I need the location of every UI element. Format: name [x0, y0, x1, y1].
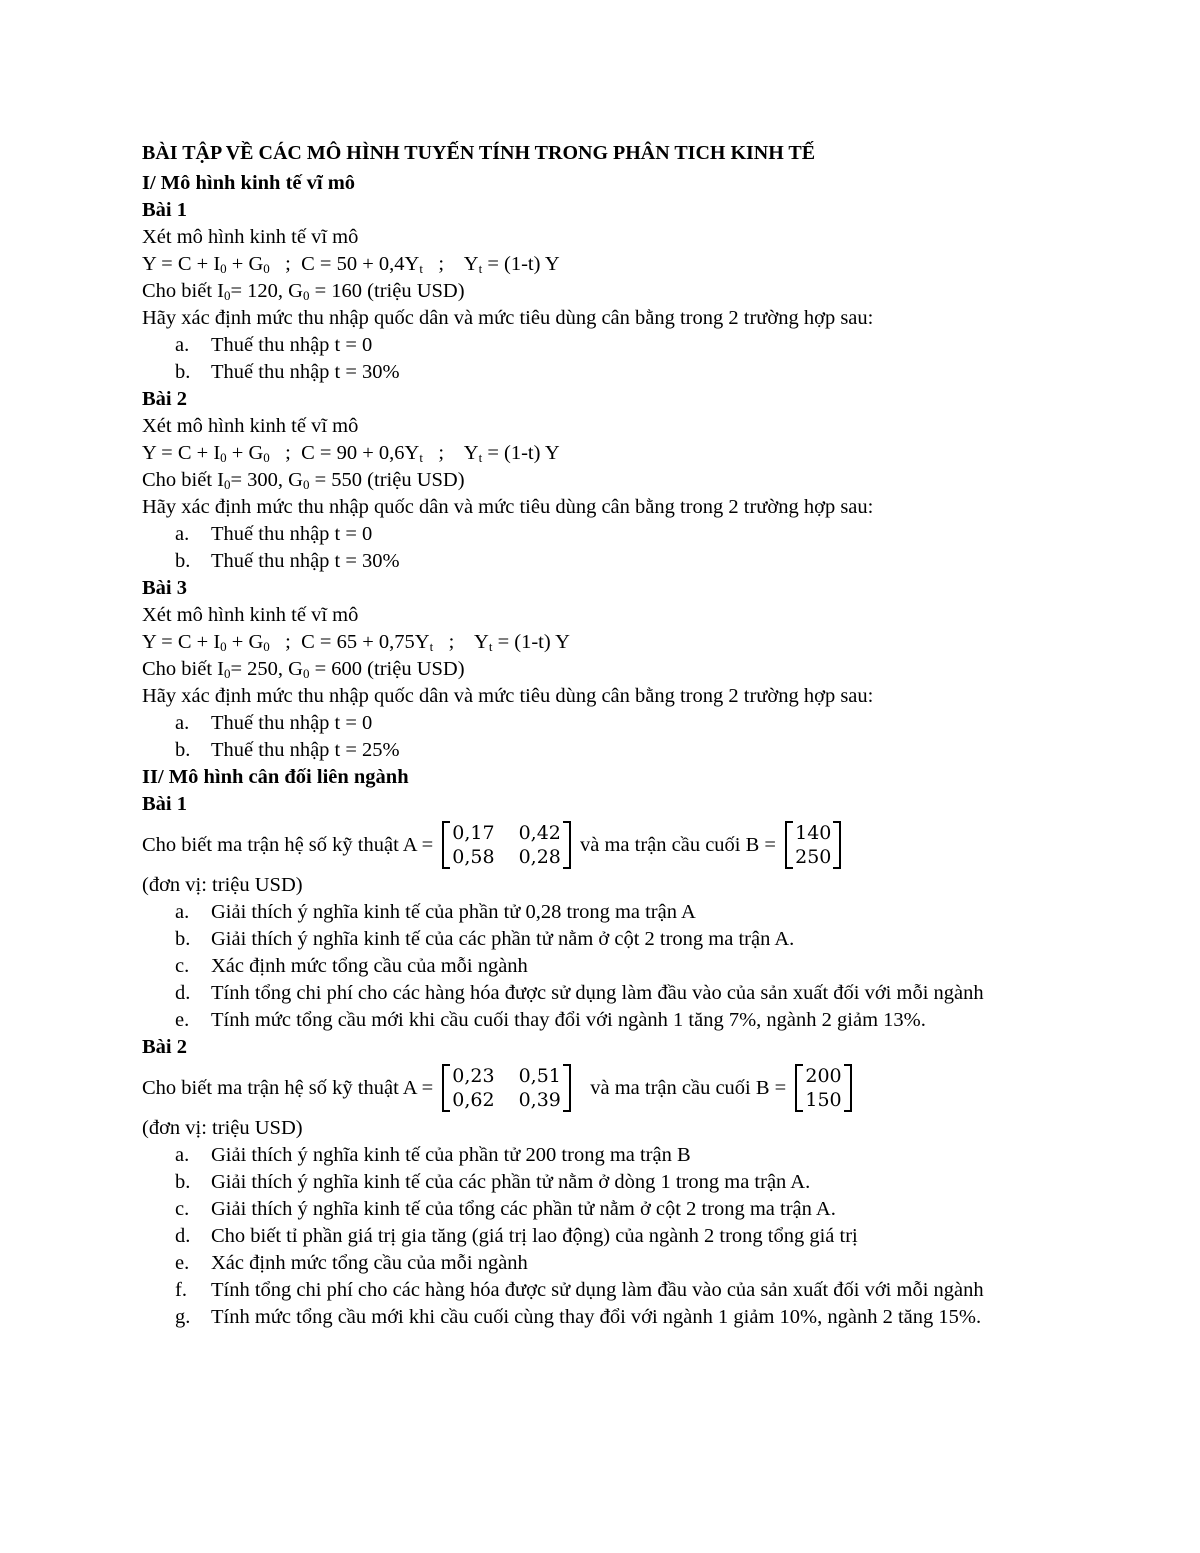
- matrix-b: [785, 821, 841, 869]
- matrix-cell: 0,62: [452, 1089, 495, 1111]
- right-bracket: [563, 1064, 571, 1112]
- matrix-cell: 0,51: [518, 1065, 561, 1087]
- item-marker: b.: [175, 739, 191, 761]
- item-marker: b.: [175, 361, 191, 383]
- matrix-cell: 250: [795, 846, 832, 868]
- item-text: Xác định mức tổng cầu của mỗi ngành: [211, 955, 528, 977]
- exercise-macro-3: [142, 575, 1072, 764]
- matrix-cell: 0,58: [452, 846, 495, 868]
- exercise-question: Hãy xác định mức thu nhập quốc dân và mức tiêu dùng cân bằng trong 2 trường hợp sau:: [142, 496, 874, 518]
- subscript: 0: [224, 477, 231, 492]
- equation-part: ; Y: [433, 631, 489, 653]
- exercise-question: Hãy xác định mức thu nhập quốc dân và mức tiêu dùng cân bằng trong 2 trường hợp sau:: [142, 685, 874, 707]
- given-part: = 550 (triệu USD): [309, 469, 465, 491]
- matrix-cell: 0,17: [452, 822, 495, 844]
- given-part: = 600 (triệu USD): [309, 658, 465, 680]
- item-text: Thuế thu nhập t = 0: [211, 334, 373, 356]
- sub-question-item: [142, 1277, 1072, 1304]
- sub-question-list: [142, 1142, 1072, 1331]
- item-text: Xác định mức tổng cầu của mỗi ngành: [211, 1252, 528, 1274]
- given-values: [142, 656, 1072, 683]
- item-marker: d.: [175, 982, 191, 1004]
- subscript: 0: [263, 450, 270, 465]
- matrix-cell: 0,42: [518, 822, 561, 844]
- subscript: t: [478, 261, 483, 276]
- matrix-statement: [142, 1061, 1072, 1115]
- equation-part: ; Y: [422, 442, 479, 464]
- subscript: t: [478, 450, 483, 465]
- item-text: Cho biết tỉ phần giá trị gia tăng (giá trị lao động) của ngành 2 trong tổng giá trị: [211, 1225, 858, 1247]
- subscript: 0: [303, 477, 310, 492]
- equation-part: ; C = 65 + 0,75Y: [269, 631, 430, 653]
- sub-question-item: [142, 1250, 1072, 1277]
- matrix-statement: [142, 818, 1072, 872]
- exercise-io-2: [142, 1034, 1072, 1331]
- item-text: Giải thích ý nghĩa kinh tế của tổng các phần tử nằm ở cột 2 trong ma trận A.: [211, 1198, 836, 1220]
- matrix-cell: 0,28: [518, 846, 561, 868]
- sub-question-item: [142, 710, 1072, 737]
- matrix-a: [442, 1064, 571, 1112]
- given-part: Cho biết I: [142, 658, 224, 680]
- sub-question-list: [142, 899, 1072, 1034]
- equation-part: + G: [226, 442, 264, 464]
- matrix-column: [803, 1064, 843, 1112]
- section-macro: [142, 197, 1072, 764]
- equation-part: Y = C + I: [142, 253, 221, 275]
- item-text: Thuế thu nhập t = 0: [211, 523, 373, 545]
- item-marker: c.: [175, 955, 190, 977]
- exercise-question: Hãy xác định mức thu nhập quốc dân và mức tiêu dùng cân bằng trong 2 trường hợp sau:: [142, 307, 874, 329]
- matrix-a: [442, 821, 571, 869]
- sub-question-item: [142, 1007, 1072, 1034]
- document-page: [142, 140, 1072, 1331]
- section-heading-input-output: II/ Mô hình cân đối liên ngành: [142, 766, 409, 788]
- given-values: [142, 278, 1072, 305]
- exercise-heading: Bài 2: [142, 1036, 187, 1058]
- model-equation: [142, 251, 1072, 278]
- given-part: Cho biết I: [142, 280, 224, 302]
- item-text: Thuế thu nhập t = 0: [211, 712, 373, 734]
- matrix-cell: 150: [805, 1089, 842, 1111]
- subscript: 0: [220, 261, 227, 276]
- item-marker: b.: [175, 928, 191, 950]
- item-marker: a.: [175, 334, 190, 356]
- subscript: t: [419, 261, 423, 276]
- given-part: = 300, G: [230, 469, 303, 491]
- left-bracket: [785, 821, 793, 869]
- sub-question-item: [142, 332, 1072, 359]
- right-bracket: [833, 821, 841, 869]
- item-marker: c.: [175, 1198, 190, 1220]
- item-marker: e.: [175, 1252, 190, 1274]
- given-values: [142, 467, 1072, 494]
- given-part: = 160 (triệu USD): [309, 280, 465, 302]
- item-text: Tính mức tổng cầu mới khi cầu cuối cùng thay đổi với ngành 1 giảm 10%, ngành 2 tăng 15%.: [211, 1306, 982, 1328]
- section-input-output: [142, 791, 1072, 1331]
- subscript: 0: [303, 288, 310, 303]
- equation-part: + G: [226, 253, 264, 275]
- item-text: Giải thích ý nghĩa kinh tế của phần tử 0,28 trong ma trận A: [211, 901, 696, 923]
- sub-question-list: [142, 521, 1072, 575]
- item-marker: b.: [175, 550, 191, 572]
- item-text: Thuế thu nhập t = 30%: [211, 361, 400, 383]
- sub-question-item: [142, 1304, 1072, 1331]
- left-bracket: [442, 1064, 450, 1112]
- matrix-cell: 200: [805, 1065, 842, 1087]
- equation-part: ; C = 50 + 0,4Y: [269, 253, 420, 275]
- matrix-column: [450, 821, 496, 869]
- equation-part: ; Y: [422, 253, 479, 275]
- matrix-b: [795, 1064, 851, 1112]
- sub-question-item: [142, 980, 1072, 1007]
- model-equation: [142, 629, 1072, 656]
- sub-question-list: [142, 710, 1072, 764]
- item-marker: a.: [175, 1144, 190, 1166]
- sub-question-item: [142, 359, 1072, 386]
- subscript: 0: [263, 261, 270, 276]
- item-text: Tính mức tổng cầu mới khi cầu cuối thay đổi với ngành 1 tăng 7%, ngành 2 giảm 13%.: [211, 1009, 926, 1031]
- equation-part: Y = C + I: [142, 631, 221, 653]
- subscript: 0: [220, 639, 227, 654]
- sub-question-item: [142, 953, 1072, 980]
- sub-question-item: [142, 548, 1072, 575]
- sub-question-item: [142, 737, 1072, 764]
- statement-middle: và ma trận cầu cuối B =: [574, 833, 782, 856]
- matrix-cell: 140: [795, 822, 832, 844]
- item-text: Giải thích ý nghĩa kinh tế của phần tử 200 trong ma trận B: [211, 1144, 691, 1166]
- subscript: 0: [303, 666, 310, 681]
- exercise-heading: Bài 1: [142, 199, 187, 221]
- matrix-column: [450, 1064, 496, 1112]
- item-marker: g.: [175, 1306, 191, 1328]
- item-text: Tính tổng chi phí cho các hàng hóa được sử dụng làm đầu vào của sản xuất đối với mỗi ngành: [211, 982, 984, 1004]
- given-part: = 250, G: [230, 658, 303, 680]
- subscript: 0: [220, 450, 227, 465]
- left-bracket: [795, 1064, 803, 1112]
- exercise-macro-1: [142, 197, 1072, 386]
- sub-question-item: [142, 1196, 1072, 1223]
- item-marker: f.: [175, 1279, 187, 1301]
- item-marker: a.: [175, 901, 190, 923]
- sub-question-item: [142, 899, 1072, 926]
- sub-question-list: [142, 332, 1072, 386]
- exercise-macro-2: [142, 386, 1072, 575]
- subscript: t: [429, 639, 434, 654]
- item-text: Tính tổng chi phí cho các hàng hóa được sử dụng làm đầu vào của sản xuất đối với mỗi ngành: [211, 1279, 984, 1301]
- subscript: t: [488, 639, 493, 654]
- sub-question-item: [142, 1169, 1072, 1196]
- equation-part: ; C = 90 + 0,6Y: [269, 442, 420, 464]
- exercise-io-1: [142, 791, 1072, 1034]
- unit-note: (đơn vị: triệu USD): [142, 874, 303, 896]
- item-text: Thuế thu nhập t = 30%: [211, 550, 400, 572]
- exercise-heading: Bài 3: [142, 577, 187, 599]
- item-marker: a.: [175, 523, 190, 545]
- sub-question-item: [142, 926, 1072, 953]
- document-title: BÀI TẬP VỀ CÁC MÔ HÌNH TUYẾN TÍNH TRONG PHÂN TICH KINH TẾ: [142, 142, 816, 164]
- matrix-cell: 0,23: [452, 1065, 495, 1087]
- exercise-heading: Bài 2: [142, 388, 187, 410]
- matrix-column: [497, 1064, 563, 1112]
- section-heading-macro: I/ Mô hình kinh tế vĩ mô: [142, 172, 356, 194]
- equation-part: Y = C + I: [142, 442, 221, 464]
- right-bracket: [563, 821, 571, 869]
- item-marker: b.: [175, 1171, 191, 1193]
- subscript: 0: [224, 288, 231, 303]
- subscript: 0: [224, 666, 231, 681]
- sub-question-item: [142, 1142, 1072, 1169]
- right-bracket: [844, 1064, 852, 1112]
- equation-part: = (1-t) Y: [482, 442, 560, 464]
- equation-part: = (1-t) Y: [482, 253, 560, 275]
- equation-part: + G: [226, 631, 264, 653]
- subscript: 0: [263, 639, 270, 654]
- sub-question-item: [142, 521, 1072, 548]
- given-part: = 120, G: [230, 280, 303, 302]
- statement-lead: Cho biết ma trận hệ số kỹ thuật A =: [142, 1076, 439, 1099]
- item-marker: d.: [175, 1225, 191, 1247]
- exercise-intro: Xét mô hình kinh tế vĩ mô: [142, 415, 359, 437]
- exercise-intro: Xét mô hình kinh tế vĩ mô: [142, 226, 359, 248]
- item-marker: a.: [175, 712, 190, 734]
- matrix-column: [793, 821, 833, 869]
- item-text: Giải thích ý nghĩa kinh tế của các phần tử nằm ở dòng 1 trong ma trận A.: [211, 1171, 811, 1193]
- left-bracket: [442, 821, 450, 869]
- model-equation: [142, 440, 1072, 467]
- sub-question-item: [142, 1223, 1072, 1250]
- unit-note: (đơn vị: triệu USD): [142, 1117, 303, 1139]
- exercise-heading: Bài 1: [142, 793, 187, 815]
- statement-lead: Cho biết ma trận hệ số kỹ thuật A =: [142, 833, 439, 856]
- matrix-column: [497, 821, 563, 869]
- exercise-intro: Xét mô hình kinh tế vĩ mô: [142, 604, 359, 626]
- item-text: Thuế thu nhập t = 25%: [211, 739, 400, 761]
- equation-part: = (1-t) Y: [492, 631, 570, 653]
- item-text: Giải thích ý nghĩa kinh tế của các phần tử nằm ở cột 2 trong ma trận A.: [211, 928, 795, 950]
- item-marker: e.: [175, 1009, 190, 1031]
- statement-middle: và ma trận cầu cuối B =: [574, 1076, 792, 1099]
- subscript: t: [419, 450, 423, 465]
- given-part: Cho biết I: [142, 469, 224, 491]
- matrix-cell: 0,39: [518, 1089, 561, 1111]
